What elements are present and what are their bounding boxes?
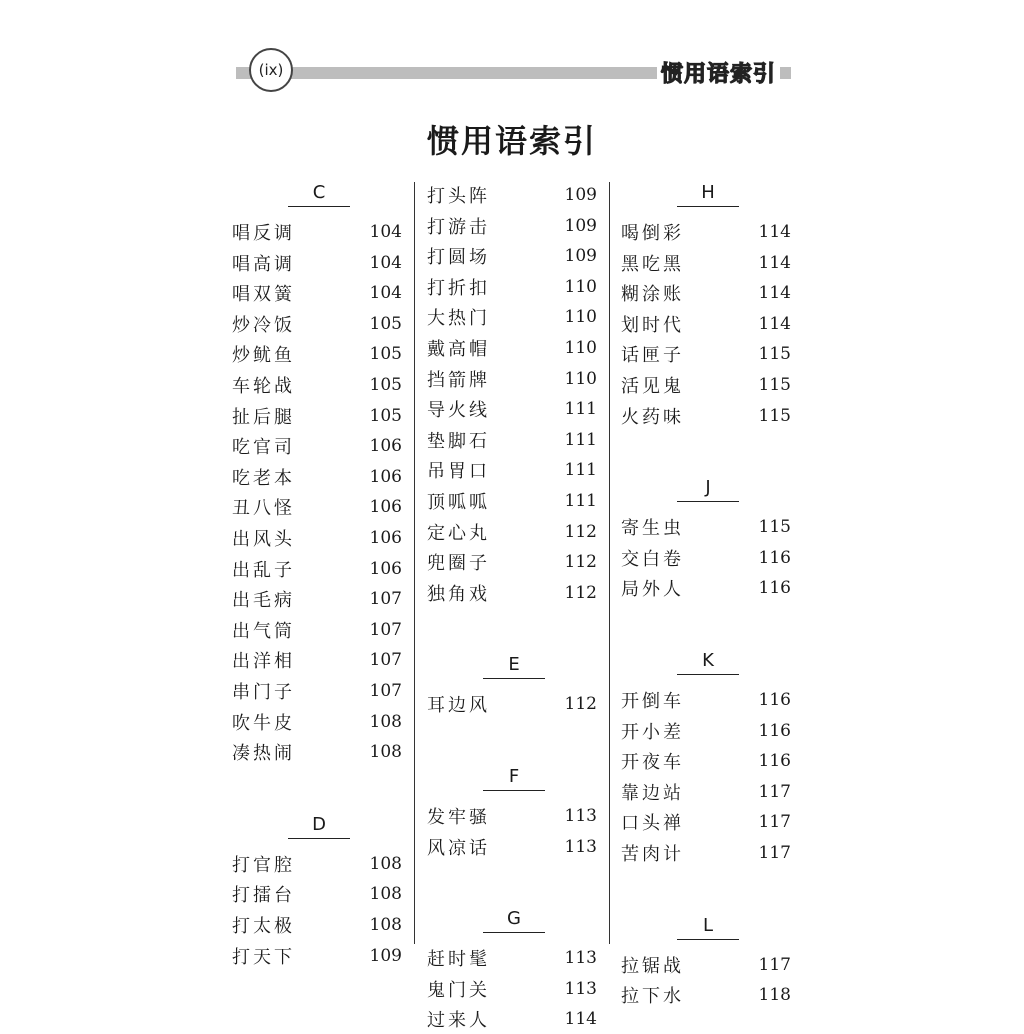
entry-page-number: 117	[758, 781, 791, 802]
index-entry	[232, 401, 402, 431]
entry-page-number: 109	[369, 945, 402, 966]
entry-page-number: 106	[369, 558, 402, 579]
entry-page-number: 111	[564, 429, 597, 450]
entry-term: 出气筒	[232, 620, 295, 642]
entry-term: 顶呱呱	[427, 492, 490, 513]
entry-term: 车轮战	[232, 376, 295, 397]
entry-term: 垫脚石	[427, 430, 490, 452]
entry-page-number: 112	[564, 552, 597, 573]
entry-term: 挡箭牌	[427, 369, 490, 391]
entry-term: 口头禅	[621, 813, 684, 835]
entry-page-number: 113	[564, 978, 597, 999]
index-entry	[621, 217, 791, 247]
index-entry	[427, 333, 597, 363]
index-entry	[232, 941, 402, 971]
index-entry	[427, 517, 597, 547]
index-entry	[621, 512, 791, 542]
index-entry	[621, 807, 791, 837]
entry-term: 风凉话	[427, 837, 490, 859]
entry-term: 出乱子	[232, 559, 295, 581]
index-entry	[427, 211, 597, 241]
entry-page-number: 115	[758, 517, 791, 538]
index-entry	[232, 737, 402, 767]
entry-page-number: 114	[758, 252, 791, 273]
index-entry	[232, 707, 402, 737]
index-entry	[621, 777, 791, 807]
letter-heading-g: G	[483, 906, 545, 933]
index-entry	[232, 309, 402, 339]
index-entry	[427, 547, 597, 577]
index-entry	[232, 278, 402, 308]
entry-page-number: 116	[758, 751, 791, 772]
letter-heading-c: C	[288, 180, 350, 207]
entry-term: 拉下水	[621, 986, 684, 1008]
index-entry	[621, 685, 791, 715]
index-entry	[232, 217, 402, 247]
entry-page-number: 110	[564, 338, 597, 358]
entry-term: 赶时髦	[427, 949, 490, 971]
page-title: 惯用语索引	[426, 122, 597, 160]
entry-term: 出洋相	[232, 651, 295, 673]
entry-term: 出毛病	[232, 590, 295, 612]
index-entry	[427, 486, 597, 516]
entry-page-number: 104	[369, 252, 402, 273]
entry-term: 炒鱿鱼	[232, 345, 295, 367]
index-entry	[232, 462, 402, 492]
entry-term: 凑热闹	[232, 743, 295, 765]
entry-term: 打擂台	[232, 885, 295, 907]
entry-term: 发牢骚	[427, 807, 490, 828]
index-entry	[621, 278, 791, 308]
entry-page-number: 111	[564, 399, 597, 420]
entry-term: 打天下	[232, 946, 295, 968]
index-entry	[232, 849, 402, 879]
entry-term: 串门子	[232, 682, 295, 703]
index-entry	[621, 401, 791, 431]
entry-term: 局外人	[621, 579, 684, 601]
index-entry	[427, 943, 597, 973]
entry-page-number: 107	[369, 650, 402, 671]
index-entry	[427, 974, 597, 1004]
index-entry	[621, 980, 791, 1010]
entry-page-number: 105	[369, 313, 402, 334]
entry-page-number: 108	[369, 853, 402, 874]
index-entry	[427, 302, 597, 332]
index-entry	[621, 309, 791, 339]
entry-term: 吊胃口	[427, 461, 490, 483]
index-entry	[232, 339, 402, 369]
entry-page-number: 113	[564, 948, 597, 969]
entry-page-number: 115	[758, 405, 791, 426]
index-entry	[621, 746, 791, 776]
entry-page-number: 109	[564, 185, 597, 205]
entry-page-number: 116	[758, 578, 791, 599]
column-divider	[414, 182, 415, 944]
entry-page-number: 107	[369, 589, 402, 610]
index-entry	[427, 180, 597, 210]
index-entry	[427, 832, 597, 862]
entry-page-number: 105	[369, 344, 402, 365]
entry-term: 喝倒彩	[621, 223, 684, 244]
entry-term: 开倒车	[621, 691, 684, 712]
index-entry	[427, 801, 597, 831]
index-entry	[621, 248, 791, 278]
index-entry	[427, 455, 597, 485]
index-entry	[232, 676, 402, 706]
entry-page-number: 104	[369, 283, 402, 304]
index-entry	[427, 689, 597, 719]
entry-term: 打太极	[232, 916, 295, 937]
index-entry	[232, 248, 402, 278]
entry-term: 拉锯战	[621, 955, 684, 977]
entry-page-number: 110	[564, 307, 597, 328]
entry-term: 过来人	[427, 1010, 490, 1032]
entry-term: 唱反调	[232, 223, 295, 244]
entry-page-number: 109	[564, 215, 597, 236]
letter-heading-e: E	[483, 652, 545, 679]
index-entry	[427, 1004, 597, 1034]
entry-page-number: 114	[758, 313, 791, 334]
entry-term: 打游击	[427, 216, 490, 238]
entry-term: 打圆场	[427, 247, 490, 269]
index-entry	[232, 431, 402, 461]
index-entry	[232, 492, 402, 522]
entry-page-number: 108	[369, 915, 402, 935]
entry-page-number: 106	[369, 528, 402, 548]
entry-term: 鬼门关	[427, 979, 490, 1001]
entry-term: 寄生虫	[621, 518, 684, 540]
entry-term: 丑八怪	[232, 498, 295, 520]
entry-page-number: 116	[758, 547, 791, 568]
entry-page-number: 115	[758, 375, 791, 395]
entry-term: 黑吃黑	[621, 253, 684, 275]
entry-page-number: 112	[564, 582, 597, 603]
index-entry	[232, 615, 402, 645]
index-entry	[621, 838, 791, 868]
entry-term: 开小差	[621, 721, 684, 743]
entry-page-number: 109	[564, 246, 597, 267]
entry-page-number: 117	[758, 812, 791, 833]
column-divider	[609, 182, 610, 944]
entry-term: 唱双簧	[232, 284, 295, 306]
entry-term: 苦肉计	[621, 844, 684, 865]
index-entry	[427, 364, 597, 394]
page-number-badge: (ix)	[249, 48, 293, 92]
index-entry	[232, 554, 402, 584]
entry-term: 独角戏	[427, 583, 490, 605]
entry-page-number: 112	[564, 694, 597, 715]
letter-heading-d: D	[288, 812, 350, 839]
letter-heading-k: K	[677, 648, 739, 675]
index-entry	[232, 370, 402, 400]
index-entry	[621, 543, 791, 573]
entry-term: 吃老本	[232, 467, 295, 489]
index-entry	[621, 716, 791, 746]
entry-term: 火药味	[621, 406, 684, 428]
entry-page-number: 108	[369, 884, 402, 905]
entry-term: 吹牛皮	[232, 712, 295, 734]
index-entry	[232, 879, 402, 909]
entry-term: 活见鬼	[621, 376, 684, 397]
entry-page-number: 110	[564, 276, 597, 297]
entry-term: 扯后腿	[232, 406, 295, 428]
index-entry	[427, 394, 597, 424]
letter-heading-j: J	[677, 475, 739, 502]
entry-page-number: 114	[564, 1009, 597, 1030]
entry-term: 打头阵	[427, 186, 490, 207]
entry-term: 定心丸	[427, 522, 490, 544]
letter-heading-f: F	[483, 764, 545, 791]
index-entry	[621, 370, 791, 400]
entry-page-number: 106	[369, 466, 402, 487]
entry-page-number: 111	[564, 460, 597, 481]
entry-term: 交白卷	[621, 548, 684, 570]
entry-term: 出风头	[232, 529, 295, 550]
entry-page-number: 107	[369, 619, 402, 640]
entry-page-number: 117	[758, 954, 791, 975]
entry-page-number: 108	[369, 711, 402, 732]
entry-term: 靠边站	[621, 782, 684, 804]
entry-page-number: 111	[564, 491, 597, 511]
letter-heading-l: L	[677, 913, 739, 940]
entry-page-number: 105	[369, 405, 402, 426]
entry-term: 耳边风	[427, 695, 490, 717]
index-entry	[427, 578, 597, 608]
entry-page-number: 114	[758, 222, 791, 242]
index-entry	[621, 573, 791, 603]
entry-term: 打官腔	[232, 854, 295, 876]
index-entry	[427, 272, 597, 302]
entry-page-number: 117	[758, 843, 791, 863]
entry-term: 开夜车	[621, 752, 684, 774]
entry-page-number: 108	[369, 742, 402, 763]
entry-page-number: 113	[564, 836, 597, 857]
letter-heading-h: H	[677, 180, 739, 207]
entry-page-number: 112	[564, 521, 597, 542]
entry-term: 话匣子	[621, 345, 684, 367]
entry-term: 导火线	[427, 400, 490, 422]
index-entry	[621, 339, 791, 369]
index-entry	[427, 425, 597, 455]
entry-page-number: 110	[564, 368, 597, 389]
entry-term: 吃官司	[232, 437, 295, 459]
entry-term: 兜圈子	[427, 553, 490, 575]
entry-page-number: 116	[758, 720, 791, 741]
entry-term: 打折扣	[427, 277, 490, 299]
index-entry	[232, 584, 402, 614]
entry-page-number: 104	[369, 222, 402, 242]
entry-page-number: 113	[564, 806, 597, 826]
entry-page-number: 115	[758, 344, 791, 365]
running-title: 惯用语索引	[657, 58, 780, 86]
entry-page-number: 106	[369, 436, 402, 457]
entry-page-number: 106	[369, 497, 402, 518]
entry-term: 划时代	[621, 314, 684, 336]
entry-page-number: 105	[369, 375, 402, 395]
entry-page-number: 116	[758, 690, 791, 710]
index-entry	[232, 645, 402, 675]
entry-term: 戴高帽	[427, 339, 490, 360]
entry-page-number: 114	[758, 283, 791, 304]
entry-term: 糊涂账	[621, 284, 684, 306]
entry-page-number: 118	[758, 985, 791, 1006]
index-entry	[232, 910, 402, 940]
entry-term: 大热门	[427, 308, 490, 330]
index-entry	[427, 241, 597, 271]
entry-term: 炒冷饭	[232, 314, 295, 336]
entry-page-number: 107	[369, 681, 402, 701]
entry-term: 唱高调	[232, 253, 295, 275]
index-entry	[621, 950, 791, 980]
index-entry	[232, 523, 402, 553]
